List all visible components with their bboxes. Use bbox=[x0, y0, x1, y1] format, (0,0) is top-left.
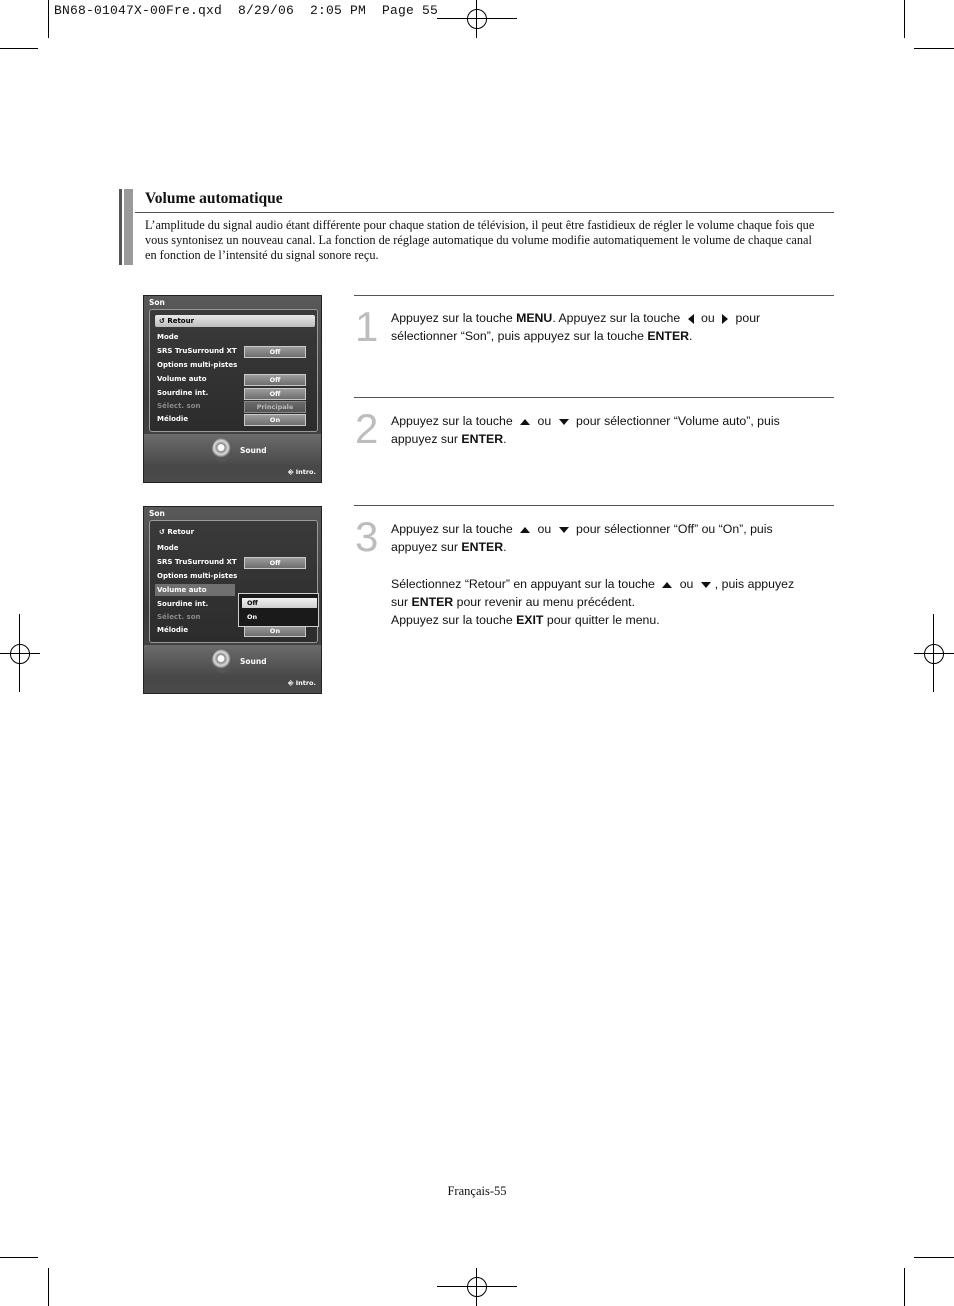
osd-value: Off bbox=[244, 374, 306, 386]
osd-screen-2 bbox=[143, 506, 322, 694]
osd-footer: ⎆ Intro. bbox=[288, 468, 316, 476]
osd-value: On bbox=[244, 414, 306, 426]
step-3-text bbox=[391, 520, 811, 629]
osd-popup bbox=[238, 593, 319, 627]
osd-row-srs: SRS TruSurround XT Off bbox=[155, 345, 315, 357]
step-2-text: Appuyez sur la touche ou pour sélectionner “Volume auto”, puis appuyez sur ENTER. bbox=[391, 414, 780, 446]
return-icon: ↺ bbox=[159, 317, 165, 325]
step-2-number: 2 bbox=[355, 405, 379, 452]
step-3-paragraph-3: Appuyez sur la touche EXIT pour quitter le menu. bbox=[391, 613, 660, 627]
print-header: BN68-01047X-00Fre.qxd 8/29/06 2:05 PM Page 55 bbox=[54, 3, 439, 18]
osd-bottom-bar bbox=[144, 434, 321, 467]
popup-option-on: On bbox=[247, 613, 258, 621]
osd-row-options: Options multi-pistes bbox=[157, 572, 238, 580]
popup-option-off: Off bbox=[242, 598, 317, 608]
arrow-up-icon bbox=[520, 527, 530, 533]
section-intro: L’amplitude du signal audio étant différente pour chaque station de télévision, il peut être fastidieux de régler le volume chaque fois que vous syntonisez un nouveau canal. La fonction de réglage automatique du volume modifie automatiquement le volume de chaque canal en fonction de l’intensité du signal sonore reçu. bbox=[145, 218, 815, 262]
osd-title: Son bbox=[149, 509, 165, 518]
step-1-text: Appuyez sur la touche MENU. Appuyez sur la touche ou pour sélectionner “Son”, puis appuyez sur la touche ENTER. bbox=[391, 311, 761, 343]
speaker-icon bbox=[212, 438, 232, 462]
step-3-paragraph-1: Appuyez sur la touche ou pour sélectionner “Off” ou “On”, puis appuyez sur ENTER. bbox=[391, 522, 773, 554]
osd-screen-1 bbox=[143, 295, 322, 483]
osd-value: Off bbox=[244, 557, 306, 569]
enter-icon: ⎆ bbox=[288, 468, 294, 476]
return-icon: ↺ bbox=[159, 528, 165, 536]
arrow-right-icon bbox=[722, 314, 728, 324]
osd-menu-panel bbox=[149, 520, 318, 643]
osd-menu-panel bbox=[149, 309, 318, 432]
step-3-rule bbox=[354, 505, 834, 506]
sound-label: Sound bbox=[240, 657, 267, 666]
osd-row-volume-auto: Volume auto bbox=[155, 584, 235, 596]
sound-label: Sound bbox=[240, 446, 267, 455]
arrow-down-icon bbox=[559, 419, 569, 425]
arrow-up-icon bbox=[662, 582, 672, 588]
section-side-bar bbox=[119, 189, 133, 265]
enter-icon: ⎆ bbox=[288, 679, 294, 687]
osd-row-srs: SRS TruSurround XT Off bbox=[155, 556, 315, 568]
step-2-rule bbox=[354, 397, 834, 398]
osd-row-mode: Mode bbox=[157, 333, 179, 341]
osd-value: Off bbox=[244, 388, 306, 400]
osd-row-options: Options multi-pistes bbox=[157, 361, 238, 369]
speaker-icon bbox=[212, 649, 232, 673]
arrow-down-icon bbox=[701, 582, 711, 588]
arrow-down-icon bbox=[559, 527, 569, 533]
osd-row-select-son: Sélect. son bbox=[155, 611, 315, 623]
osd-value: Principale bbox=[244, 401, 306, 413]
osd-bottom-bar bbox=[144, 645, 321, 678]
osd-row-volume-auto: Volume auto Off bbox=[155, 373, 315, 385]
osd-row-mode: Mode bbox=[157, 544, 179, 552]
osd-value: Off bbox=[244, 346, 306, 358]
osd-row-melodie: Mélodie On bbox=[155, 624, 315, 636]
step-1-rule bbox=[354, 295, 834, 296]
osd-row-retour: ↺ Retour bbox=[155, 315, 315, 327]
arrow-up-icon bbox=[520, 419, 530, 425]
title-rule bbox=[135, 212, 834, 213]
osd-row-retour: ↺ Retour bbox=[159, 528, 195, 536]
osd-footer: ⎆ Intro. bbox=[288, 679, 316, 687]
osd-row-melodie: Mélodie On bbox=[155, 413, 315, 425]
section-title: Volume automatique bbox=[145, 190, 283, 207]
osd-value: On bbox=[244, 625, 306, 637]
osd-row-select-son: Sélect. son Principale bbox=[155, 400, 315, 412]
osd-row-sourdine: Sourdine int. Off bbox=[155, 387, 315, 399]
osd-row-sourdine: Sourdine int. bbox=[157, 600, 209, 608]
page-number: Français-55 bbox=[447, 1184, 507, 1198]
osd-title: Son bbox=[149, 298, 165, 307]
arrow-left-icon bbox=[688, 314, 694, 324]
step-3-paragraph-2: Sélectionnez “Retour” en appuyant sur la touche ou , puis appuyez sur ENTER pour revenir au menu précédent. bbox=[391, 577, 795, 609]
step-1-number: 1 bbox=[355, 303, 379, 350]
step-3-number: 3 bbox=[355, 513, 379, 560]
